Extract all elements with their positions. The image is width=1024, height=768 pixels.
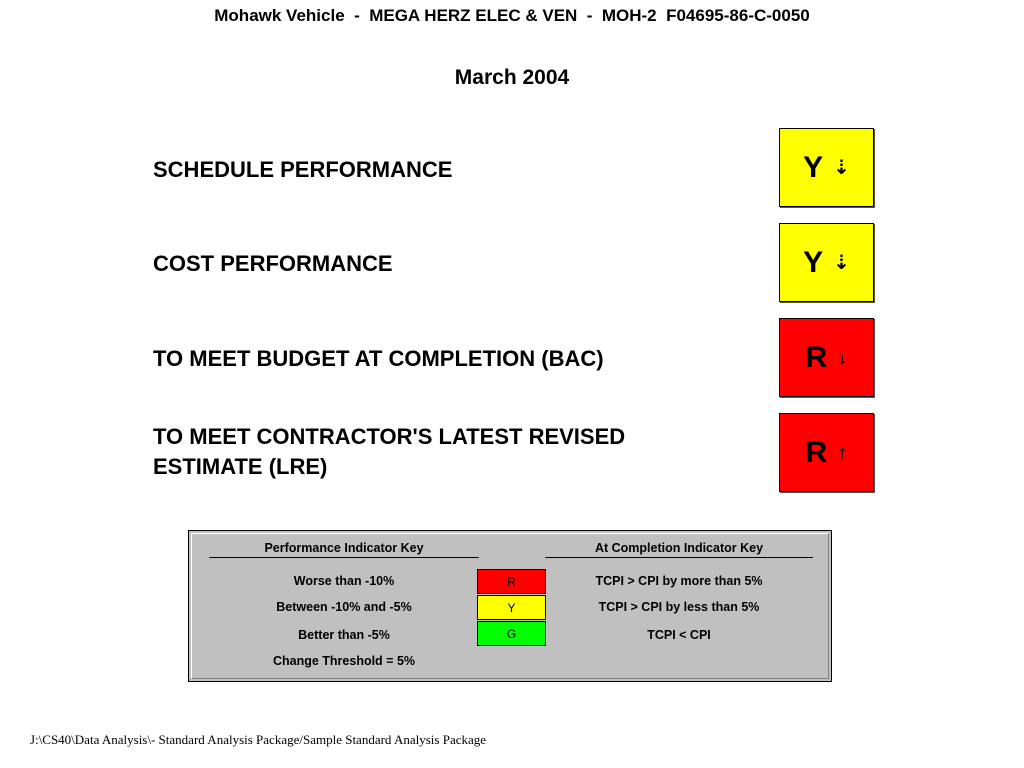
metric-label-cost: COST PERFORMANCE <box>153 251 393 276</box>
status-box-schedule <box>779 128 874 207</box>
performance-key-header: Performance Indicator Key <box>209 541 479 558</box>
status-rating: Y <box>803 150 824 184</box>
completion-key-less: TCPI > CPI by less than 5% <box>598 600 760 614</box>
report-title: Mohawk Vehicle - MEGA HERZ ELEC & VEN - MOH-2 F04695-86-C-0050 <box>214 6 810 25</box>
indicator-key-panel <box>188 530 832 682</box>
status-box-lre <box>779 413 874 492</box>
trend-down-icon: ↓ <box>837 346 848 369</box>
trend-down-dashed-icon: ⇣ <box>833 156 850 179</box>
status-rating: R <box>805 340 828 374</box>
report-period: March 2004 <box>454 66 570 89</box>
trend-up-icon: ↑ <box>837 441 848 464</box>
metric-label-schedule: SCHEDULE PERFORMANCE <box>153 157 453 182</box>
performance-key-worse: Worse than -10% <box>293 574 395 588</box>
status-rating: Y <box>803 245 824 279</box>
metric-label-bac: TO MEET BUDGET AT COMPLETION (BAC) <box>153 346 604 371</box>
file-path-footer: J:\CS40\Data Analysis\- Standard Analysis Package/Sample Standard Analysis Package <box>30 732 487 747</box>
status-box-cost <box>779 223 874 302</box>
swatch-red: R <box>477 569 546 594</box>
trend-down-dashed-icon: ⇣ <box>833 251 850 274</box>
change-threshold: Change Threshold = 5% <box>272 654 416 668</box>
metric-label-lre <box>153 422 753 482</box>
completion-key-lower: TCPI < CPI <box>647 628 711 642</box>
swatch-yellow: Y <box>477 595 546 620</box>
performance-key-better: Better than -5% <box>298 628 390 642</box>
status-rating: R <box>805 435 828 469</box>
metric-label-lre-line1: TO MEET CONTRACTOR'S LATEST REVISED <box>153 424 626 449</box>
swatch-green: G <box>477 621 546 646</box>
completion-key-more: TCPI > CPI by more than 5% <box>595 574 763 588</box>
completion-key-header: At Completion Indicator Key <box>545 541 813 558</box>
status-box-bac <box>779 318 874 397</box>
metric-label-lre-line2: ESTIMATE (LRE) <box>153 454 328 479</box>
performance-key-between: Between -10% and -5% <box>276 600 412 614</box>
